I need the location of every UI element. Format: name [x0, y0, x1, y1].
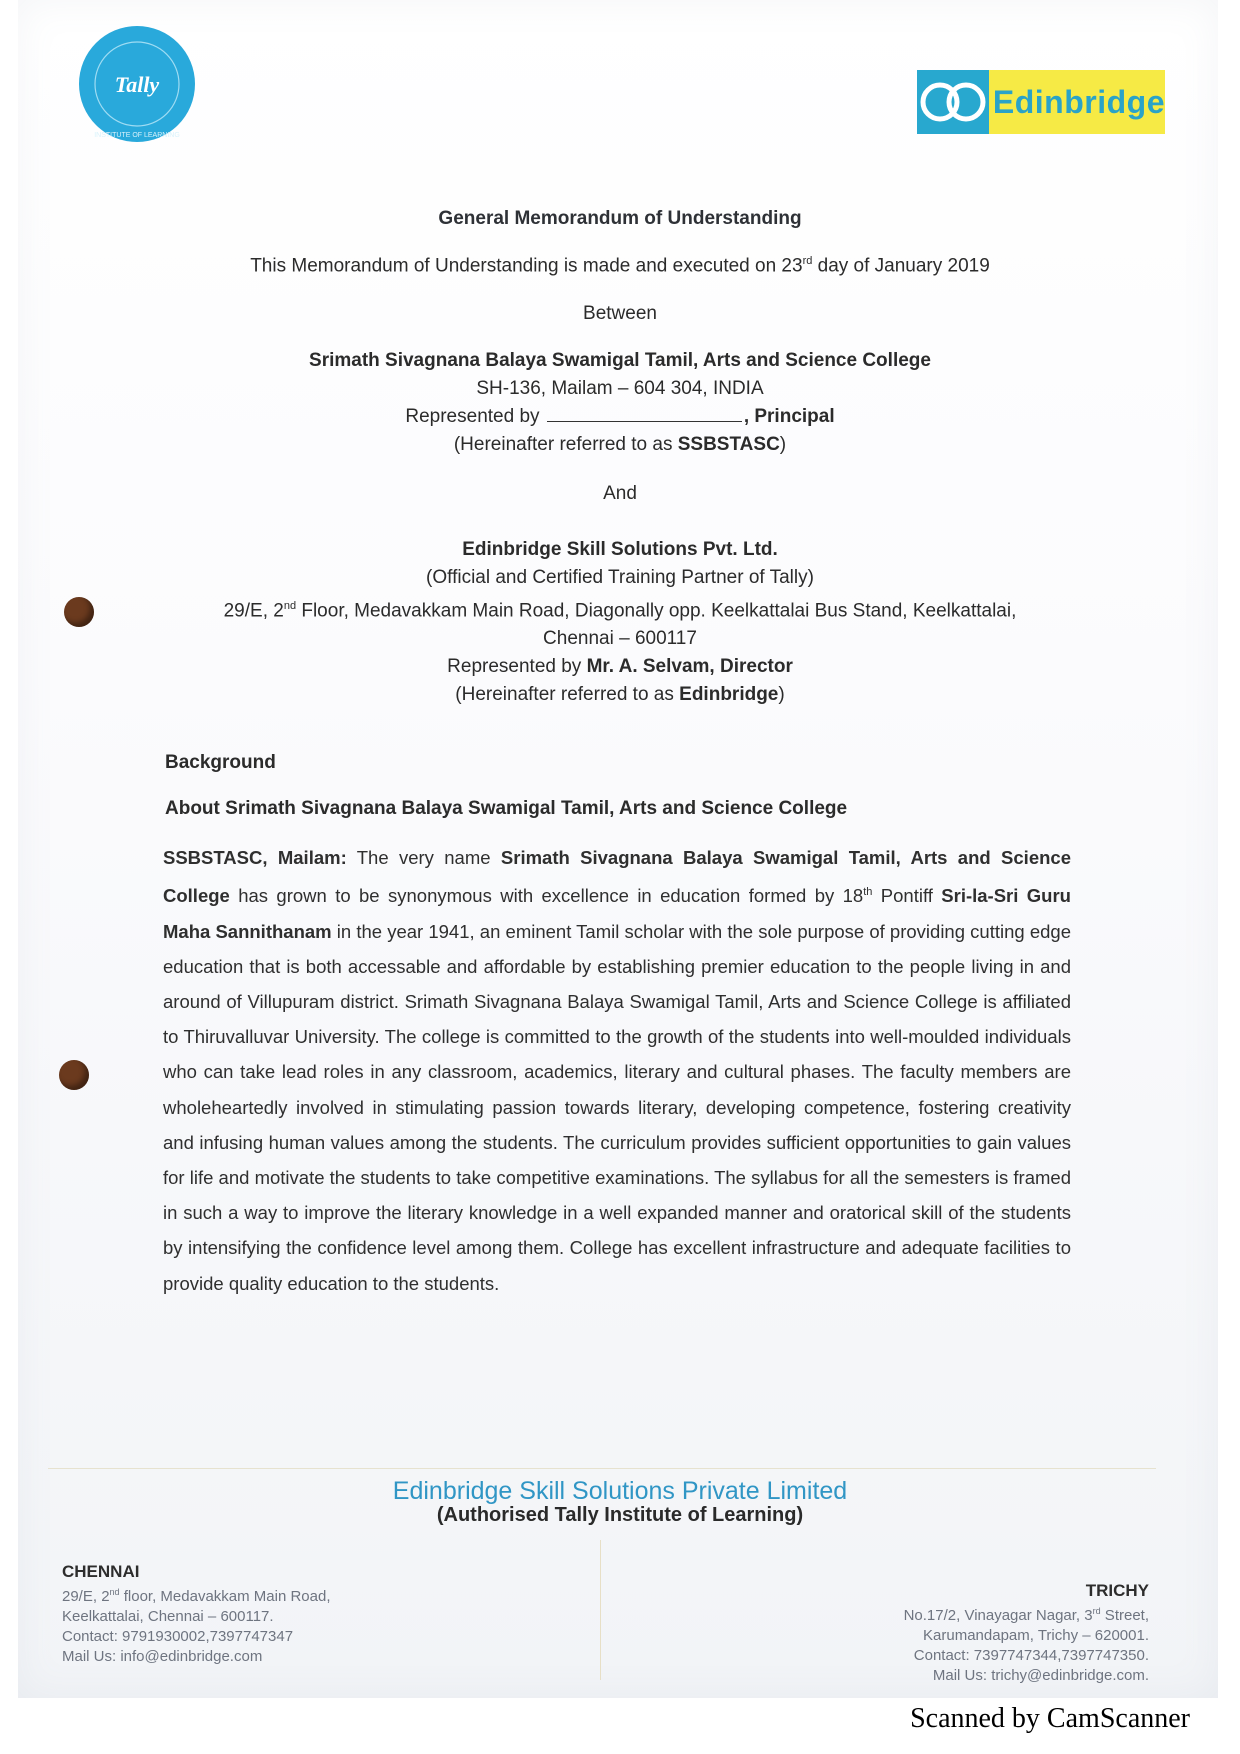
background-paragraph: SSBSTASC, Mailam: The very name Srimath Sivagnana Balaya Swamigal Tamil, Arts and Science College has grown to be synonymous with excellence in education formed by 18th Pontiff Sri-la-Sri Guru Maha Sannithanam in the year 1941, an eminent Tamil scholar with the sole purpose of providing cutting edge education that is both accessable and affordable by establishing premier education to the people living in and around of Villupuram district. Srimath Sivagnana Balaya Swamigal Tamil, Arts and Science College is affiliated to Thiruvalluvar University. The college is committed to the growth of the students into well-moulded individuals who can take lead roles in any classroom, academics, literary and cultural phases. The faculty members are wholeheartedly involved in stimulating passion towards literary, developing competence, fostering creativity and infusing human values among the students. The curriculum provides sufficient opportunities to gain values for life and motivate the students to take competitive examinations. The syllabus for all the semesters is framed in such a way to improve the literary knowledge in a well expanded manner and oratorical skill of the students by intensifying the confidence level among them. College has excellent infrastructure and adequate facilities to provide quality education to the students.: [163, 847, 1071, 1294]
party2-role: (Official and Certified Training Partner of Tally): [426, 567, 814, 588]
and-label: And: [603, 483, 637, 504]
party1-address: SH-136, Mailam – 604 304, INDIA: [476, 378, 764, 399]
scanner-watermark: Scanned by CamScanner: [910, 1703, 1190, 1734]
trichy-address: [904, 1581, 1149, 1686]
tally-logo-text: Tally: [114, 72, 160, 97]
trichy-line2: Karumandapam, Trichy – 620001.: [923, 1627, 1149, 1644]
between-label: Between: [583, 303, 657, 324]
trichy-city: TRICHY: [1085, 1581, 1149, 1600]
trichy-contact: Contact: 7397747344,7397747350.: [913, 1647, 1149, 1664]
chennai-contact: Contact: 9791930002,7397747347: [62, 1628, 294, 1645]
punch-hole: [64, 597, 94, 627]
chennai-city: CHENNAI: [62, 1562, 140, 1581]
chennai-line2: Keelkattalai, Chennai – 600117.: [62, 1608, 274, 1625]
party2-block: [0, 536, 1240, 709]
party2-city: Chennai – 600117: [543, 628, 697, 650]
party2-referred: (Hereinafter referred to as Edinbridge): [455, 684, 785, 706]
footer-subtitle: (Authorised Tally Institute of Learning): [436, 1504, 804, 1526]
trichy-line1: No.17/2, Vinayagar Nagar, 3rd Street,: [903, 1606, 1149, 1624]
edinbridge-logo-text: Edinbridge: [992, 83, 1165, 120]
footer-vertical-divider: [600, 1540, 601, 1680]
about-heading: About Srimath Sivagnana Balaya Swamigal Tamil, Arts and Science College: [165, 798, 848, 819]
footer-divider: [48, 1468, 1156, 1469]
footer-company-name: Edinbridge Skill Solutions Private Limited: [392, 1477, 848, 1505]
edinbridge-logo: [917, 70, 1165, 134]
chennai-address: [62, 1562, 331, 1667]
edinbridge-mark-icon: [917, 70, 989, 134]
tally-logo: [78, 25, 196, 143]
party1-name: Srimath Sivagnana Balaya Swamigal Tamil, Arts and Science College: [309, 350, 931, 371]
chennai-email: Mail Us: info@edinbridge.com: [62, 1648, 263, 1665]
execution-date-line: This Memorandum of Understanding is made and executed on 23rd day of January 2019: [250, 255, 990, 277]
punch-hole: [59, 1060, 89, 1090]
party1-block: [0, 347, 1240, 459]
principal-name-blank: [547, 403, 742, 422]
background-heading: Background: [165, 752, 276, 773]
party1-referred: (Hereinafter referred to as SSBSTASC): [453, 434, 787, 455]
document-title: General Memorandum of Understanding: [438, 208, 802, 229]
trichy-email: Mail Us: trichy@edinbridge.com.: [932, 1667, 1149, 1684]
party2-name: Edinbridge Skill Solutions Pvt. Ltd.: [462, 539, 778, 560]
tally-ring-text: INSTITUTE OF LEARNING: [94, 132, 180, 139]
party1-represented: Represented by , Principal: [0, 403, 1240, 431]
party2-address: 29/E, 2nd Floor, Medavakkam Main Road, Diagonally opp. Keelkattalai Bus Stand, Keelkattalai,: [223, 600, 1017, 622]
party2-represented: Represented by Mr. A. Selvam, Director: [447, 656, 793, 678]
chennai-line1: 29/E, 2nd floor, Medavakkam Main Road,: [62, 1587, 331, 1605]
